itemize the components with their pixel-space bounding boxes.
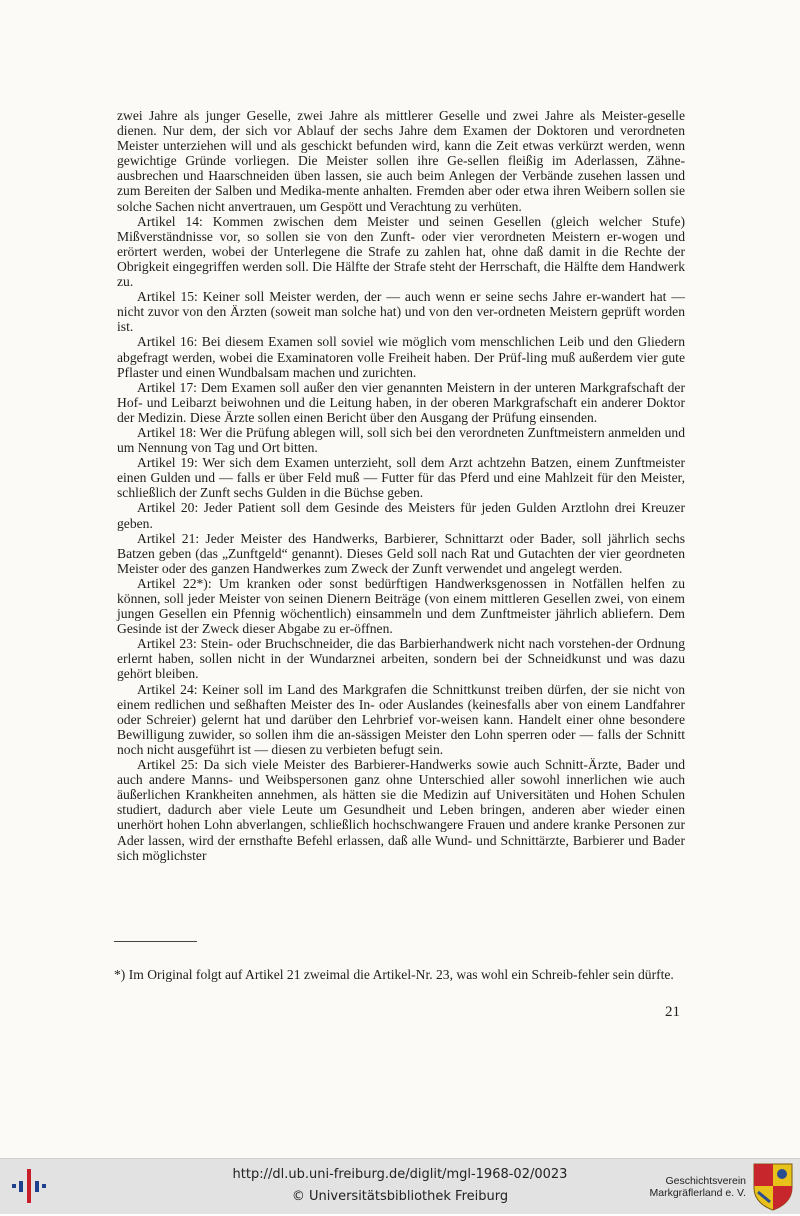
- paragraph-artikel-15: Artikel 15: Keiner soll Meister werden, der — auch wenn er seine sechs Jahre er-wandert hat — nicht zuvor von den Ärzten (soweit man solche hat) und von den ver-ordneten Meistern geprüft worden ist.: [117, 289, 685, 335]
- society-name-line-2: Markgräflerland e. V.: [649, 1187, 746, 1199]
- ub-freiburg-logo-icon[interactable]: [10, 1167, 52, 1207]
- coat-of-arms-icon: [752, 1162, 794, 1212]
- paragraph-artikel-25: Artikel 25: Da sich viele Meister des Barbierer-Handwerks sowie auch Schnitt-Ärzte, Bader und auch andere Manns- und Weibspersonen ganz ohne Unterschied aller sowohl innerlichen wie auch äußerlichen Krankheiten annehmen, als hätten sie die Medizin auf Universitäten und Hohen Schulen studiert, dadurch aber viele Leute um Gesundheit und Leben bringen, anderen aber wieder einen unerhört hohen Lohn abverlangen, schließlich hochschwangere Frauen und andere kranke Personen zur Ader lassen, wird der ernsthafte Befehl erlassen, daß alle Wund- und Schnittärzte, Barbierer und Bader sich möglichster: [117, 757, 685, 863]
- footnote-divider: [114, 941, 197, 942]
- paragraph-artikel-18: Artikel 18: Wer die Prüfung ablegen will, soll sich bei den verordneten Zunftmeistern anmelden und um Nennung von Tag und Ort bitten.: [117, 424, 685, 456]
- body-text: [117, 108, 685, 863]
- paragraph-artikel-19: Artikel 19: Wer sich dem Examen unterzieht, soll dem Arzt achtzehn Batzen, einem Zunftmeister einen Gulden und — falls er über Feld muß — Futter für das Pferd und eine Mahlzeit für den Meister, schließlich der Zunft sechs Gulden in die Büchse geben.: [117, 455, 685, 501]
- society-name-line-1: Geschichtsverein: [665, 1175, 746, 1187]
- footnote: *) Im Original folgt auf Artikel 21 zweimal die Artikel-Nr. 23, was wohl ein Schreib-fehler sein dürfte.: [114, 966, 674, 982]
- copyright-notice: © Universitätsbibliothek Freiburg: [291, 1189, 509, 1204]
- page-number: 21: [665, 1004, 680, 1020]
- paragraph-artikel-17: Artikel 17: Dem Examen soll außer den vier genannten Meistern in der unteren Markgrafschaft der Hof- und Leibarzt beiwohnen und die Leitung haben, in der oberen Markgrafschaft ein anderer Doktor der Medizin. Diese Ärzte sollen einen Bericht über den Ausgang der Prüfung einsenden.: [117, 379, 685, 425]
- paragraph-artikel-14: Artikel 14: Kommen zwischen dem Meister und seinen Gesellen (gleich welcher Stufe) Mißverständnisse vor, so sollen sie von den Zunft- oder vier verordneten Meistern er-wogen und erörtert werden, wobei der Unterlegene die Strafe zu zahlen hat, ohne daß damit in die Rechte der Obrigkeit eingegriffen werden soll. Die Hälfte der Strafe steht der Herrschaft, die Hälfte dem Handwerk zu.: [117, 213, 685, 290]
- paragraph-artikel-24: Artikel 24: Keiner soll im Land des Markgrafen die Schnittkunst treiben dürfen, der sie nicht von einem redlichen und seßhaften Meister des In- oder Auslandes (keinesfalls aber von einem Landfahrer oder Schreier) gelernt hat und darüber den Lehrbrief vor-weisen kann. Handelt einer ohne besondere Bewilligung zuwider, so sollen ihm die an-sässigen Meister den Lohn sperren oder — falls der Schnitt noch nicht ausgeführt ist — diesen zu verbieten befugt sein.: [117, 681, 685, 757]
- paragraph-continuation: zwei Jahre als junger Geselle, zwei Jahre als mittlerer Geselle und zwei Jahre als Meister-geselle dienen. Nur dem, der sich vor Ablauf der sechs Jahre dem Examen der Doktoren und verordneten Meister unterziehen will und als geschickt befunden wird, kann die Zeit etwas verkürzt werden, wenn gewichtige Gründe vorliegen. Die Meister sollen ihre Ge-sellen fleißig im Aderlassen, Zähne-ausbrechen und Haarschneiden üben lassen, sie auch beim Anlegen der Verbände zusehen lassen und zum Bereiten der Salben und Medika-mente anhalten. Fremden aber oder etwa ihren Weibern sollen sie solche Sachen nicht anvertrauen, um Gespött und Verachtung zu verhüten.: [117, 108, 685, 214]
- paragraph-artikel-22: Artikel 22*): Um kranken oder sonst bedürftigen Handwerksgenossen in Notfällen helfen zu können, soll jeder Meister von seinen Dienern Beiträge (von einem mittleren Gesellen zwei, von einem jungen Gesellen ein Pfennig wöchentlich) einsammeln und dem Zunftmeister jährlich abliefern. Dem Gesinde ist der Zweck dieser Abgabe zu er-öffnen.: [117, 575, 685, 637]
- viewer-footer: [0, 1158, 800, 1214]
- paragraph-artikel-21: Artikel 21: Jeder Meister des Handwerks, Barbierer, Schnittarzt oder Bader, soll jährlich sechs Batzen geben (das „Zunftgeld“ genannt). Dieses Geld soll nach Rat und Gutachten der vier geordneten Meister oder des ganzen Handwerkes zum Zweck der Zunft verwendet und angelegt werden.: [117, 530, 685, 576]
- society-name: [590, 1175, 746, 1199]
- paragraph-artikel-23: Artikel 23: Stein- oder Bruchschneider, die das Barbierhandwerk nicht nach vorstehen-der Ordnung erlernt haben, sollen nicht in der Wundarznei arbeiten, sondern bei der Schneidkunst und was dazu gehört bleiben.: [117, 636, 685, 682]
- paragraph-artikel-16: Artikel 16: Bei diesem Examen soll soviel wie möglich vom menschlichen Leib und den Gliedern abgefragt werden, wobei die Examinatoren volle Freiheit haben. Der Prüf-ling muß außerdem vier gute Pflaster und einen Wundbalsam machen und zurichten.: [117, 334, 685, 380]
- permalink-url[interactable]: http://dl.ub.uni-freiburg.de/diglit/mgl-1968-02/0023: [232, 1167, 568, 1182]
- paragraph-artikel-20: Artikel 20: Jeder Patient soll dem Gesinde des Meisters für jeden Gulden Arztlohn drei Kreuzer geben.: [117, 500, 685, 531]
